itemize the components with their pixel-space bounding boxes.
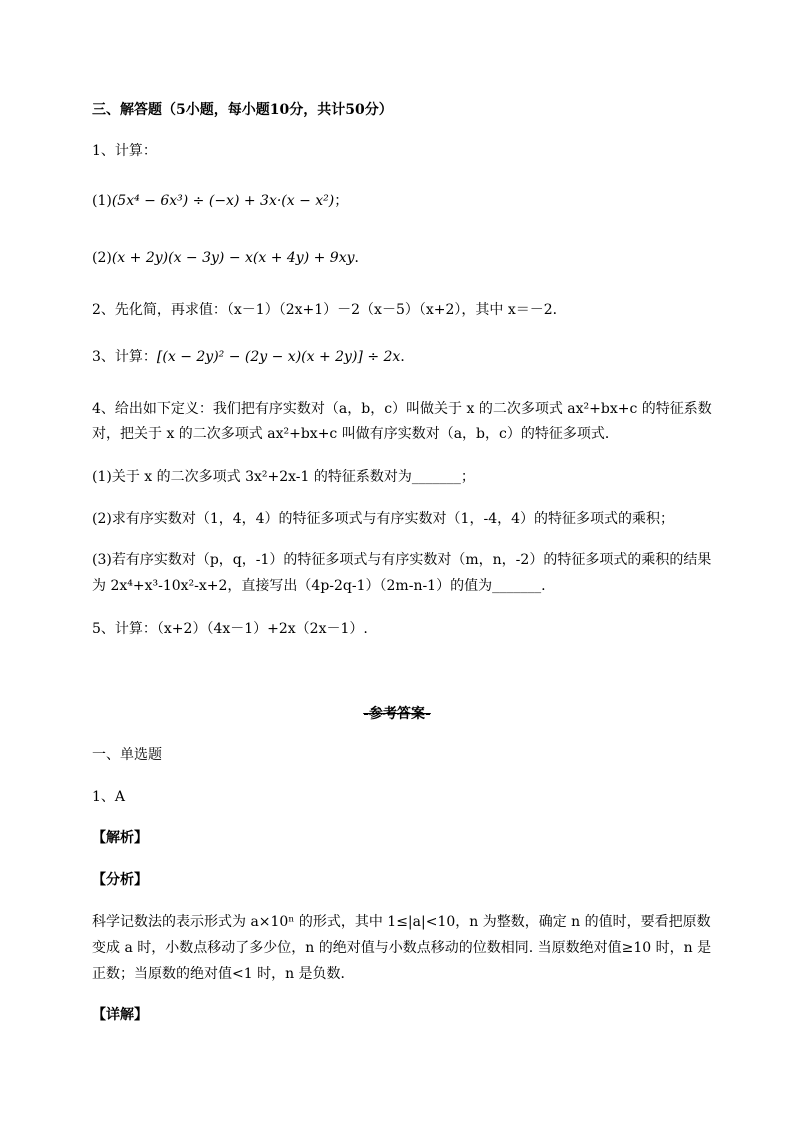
question-4-sub-1: (1)关于 x 的二次多项式 3x²+2x-1 的特征系数对为_______； bbox=[92, 469, 475, 485]
question-4-sub-3-line-2: 为 2x⁴+x³-10x²-x+2，直接写出（4p-2q-1）（2m-n-1）的值为_______. bbox=[92, 578, 546, 594]
fenxi-line-1: 科学记数法的表示形式为 a×10ⁿ 的形式，其中 1≤|a|<10，n 为整数，确定 n 的值时，要看把原数 bbox=[92, 914, 711, 930]
detail-tag: 【详解】 bbox=[92, 1007, 148, 1023]
answer-item-1: 1、A bbox=[92, 789, 126, 805]
math-expression: (5x⁴ − 6x³) ÷ (−x) + 3x·(x − x²) bbox=[111, 193, 335, 209]
answers-section-1: 一、单选题 bbox=[92, 747, 162, 763]
question-3 bbox=[92, 345, 738, 369]
part-label: (1) bbox=[92, 193, 112, 209]
analysis-tag: 【解析】 bbox=[92, 830, 148, 846]
question-4-intro-line-1: 4、给出如下定义：我们把有序实数对（a，b，c）叫做关于 x 的二次多项式 ax²+bx+c 的特征系数 bbox=[92, 401, 712, 417]
math-expression: (x + 2y)(x − 3y) − x(x + 4y) + 9xy bbox=[111, 250, 355, 266]
question-4-intro-line-2: 对，把关于 x 的二次多项式 ax²+bx+c 叫做有序实数对（a，b，c）的特征多项式． bbox=[92, 426, 619, 442]
question-5: 5、计算：（x+2）（4x－1）+2x（2x－1）. bbox=[92, 621, 368, 637]
punctuation: ． bbox=[400, 349, 415, 365]
question-label: 3、计算： bbox=[92, 349, 157, 365]
math-expression: [(x − 2y)² − (2y − x)(x + 2y)] ÷ 2x bbox=[156, 349, 401, 365]
punctuation: ． bbox=[354, 250, 369, 266]
fenxi-line-2: 变成 a 时，小数点移动了多少位，n 的绝对值与小数点移动的位数相同. 当原数绝对值≥10 时，n 是 bbox=[92, 940, 712, 956]
question-1-title: 1、计算： bbox=[92, 143, 157, 159]
question-4-sub-2: (2)求有序实数对（1，4，4）的特征多项式与有序实数对（1，-4，4）的特征多项式的乘积； bbox=[92, 511, 675, 527]
part-label: (2) bbox=[92, 250, 112, 266]
answers-title-text: -参考答案- bbox=[363, 706, 431, 722]
section-heading: 三、解答题（5小题，每小题10分，共计50分） bbox=[92, 102, 393, 118]
question-2: 2、先化简，再求值：（x－1）（2x+1）－2（x－5）（x+2），其中 x＝－2． bbox=[92, 302, 567, 318]
question-4-sub-3-line-1: (3)若有序实数对（p，q，-1）的特征多项式与有序实数对（m，n，-2）的特征多项式的乘积的结果 bbox=[92, 552, 712, 568]
question-1-part-1 bbox=[92, 189, 738, 213]
answers-title bbox=[0, 702, 794, 726]
fenxi-tag: 【分析】 bbox=[92, 872, 148, 888]
question-1-part-2 bbox=[92, 246, 738, 270]
fenxi-line-3: 正数；当原数的绝对值<1 时，n 是负数． bbox=[92, 966, 355, 982]
punctuation: ； bbox=[334, 193, 349, 209]
